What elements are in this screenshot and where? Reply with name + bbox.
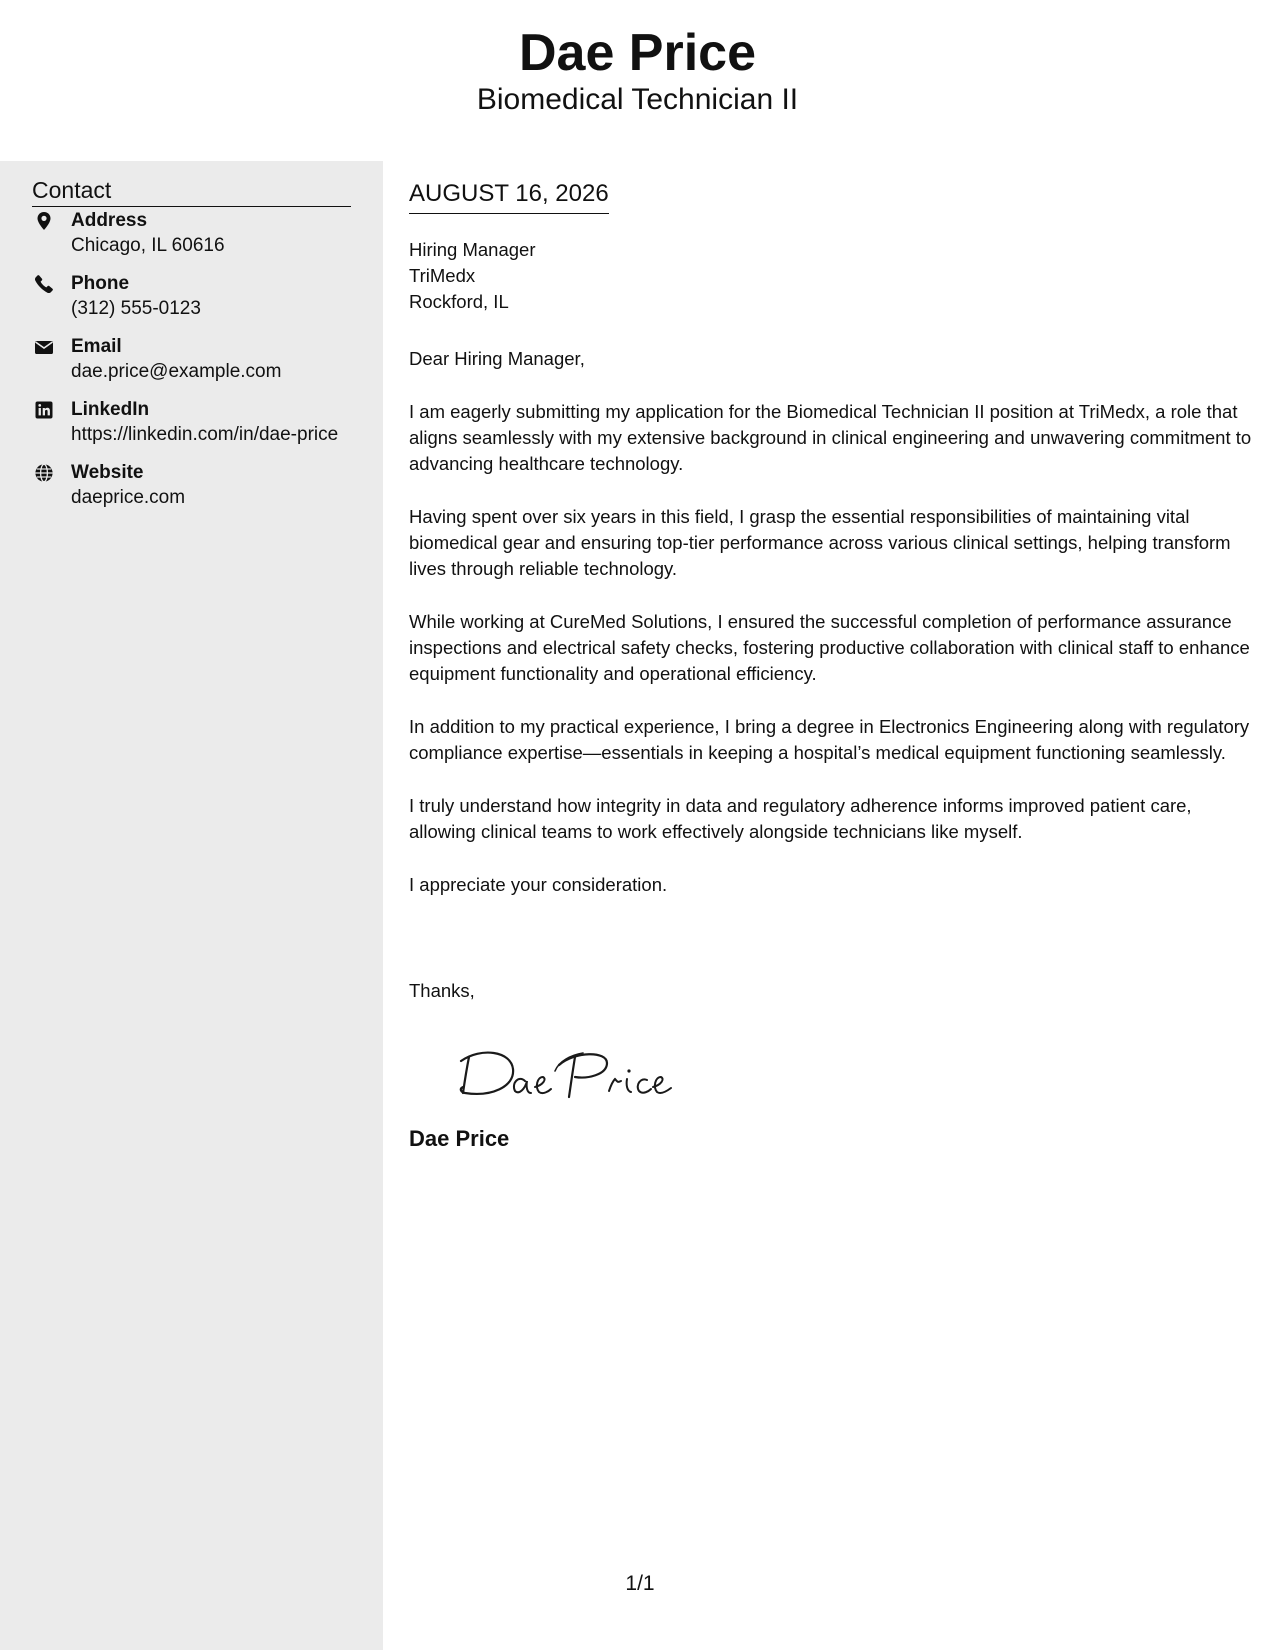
paragraph: In addition to my practical experience, I bring a degree in Electronics Engineering along with regulatory compliance expertise—essentials in keeping a hospital’s medical equipment functioning seamlessly.: [409, 716, 1250, 763]
contact-item-email: [32, 335, 372, 391]
letter-header: [0, 0, 1275, 161]
salutation: Dear Hiring Manager,: [409, 348, 585, 369]
applicant-name: Dae Price: [518, 24, 757, 82]
signer-name: Dae Price: [409, 1126, 510, 1151]
paragraph: Having spent over six years in this field, I grasp the essential responsibilities of maintaining vital biomedical gear and ensuring top-tier performance across various clinical settings, helping transform lives through reliable technology.: [409, 506, 1231, 579]
contact-label: Phone: [71, 273, 130, 294]
paragraph: While working at CureMed Solutions, I ensured the successful completion of performance assurance inspections and electrical safety checks, fostering productive collaboration with clinical staff to enhance equipment functionality and operational efficiency.: [409, 611, 1250, 684]
paragraph: I truly understand how integrity in data and regulatory adherence informs improved patient care, allowing clinical teams to work effectively alongside technicians like myself.: [409, 795, 1192, 842]
handwritten-signature: [451, 1031, 691, 1111]
contact-label: Email: [71, 336, 122, 357]
contact-value: Chicago, IL 60616: [71, 235, 225, 256]
phone-icon: [34, 274, 54, 294]
recipient-line: Hiring Manager: [409, 239, 536, 260]
contact-value[interactable]: daeprice.com: [71, 487, 186, 508]
contact-item-address: [32, 209, 372, 265]
contact-item-phone: [32, 272, 372, 328]
contact-value[interactable]: https://linkedin.com/in/dae-price: [71, 424, 339, 445]
contact-item-website: [32, 461, 372, 517]
recipient-block: [409, 237, 535, 315]
letter-date: AUGUST 16, 2026: [409, 179, 609, 214]
recipient-line: Rockford, IL: [409, 291, 509, 312]
linkedin-icon: [34, 400, 54, 420]
contact-value[interactable]: dae.price@example.com: [71, 361, 282, 382]
contact-label: Address: [71, 210, 148, 231]
paragraph: I appreciate your consideration.: [409, 874, 668, 895]
page-number: 1/1: [625, 1572, 655, 1595]
closing: Thanks,: [409, 980, 475, 1001]
contact-value: (312) 555-0123: [71, 298, 201, 319]
contact-item-linkedin: [32, 398, 372, 454]
map-pin-icon: [34, 211, 54, 231]
recipient-line: TriMedx: [409, 265, 476, 286]
contact-label: LinkedIn: [71, 399, 150, 420]
globe-icon: [34, 463, 54, 483]
contact-sidebar: [0, 161, 383, 1650]
applicant-job-title: Biomedical Technician II: [476, 83, 799, 116]
envelope-icon: [34, 337, 54, 357]
contact-label: Website: [71, 462, 144, 483]
paragraph: I am eagerly submitting my application for the Biomedical Technician II position at TriMedx, a role that aligns seamlessly with my extensive background in clinical engineering and unwavering commitment to advancing healthcare technology.: [409, 401, 1252, 474]
letter-text: [409, 346, 1254, 925]
contact-heading: Contact: [32, 175, 351, 207]
